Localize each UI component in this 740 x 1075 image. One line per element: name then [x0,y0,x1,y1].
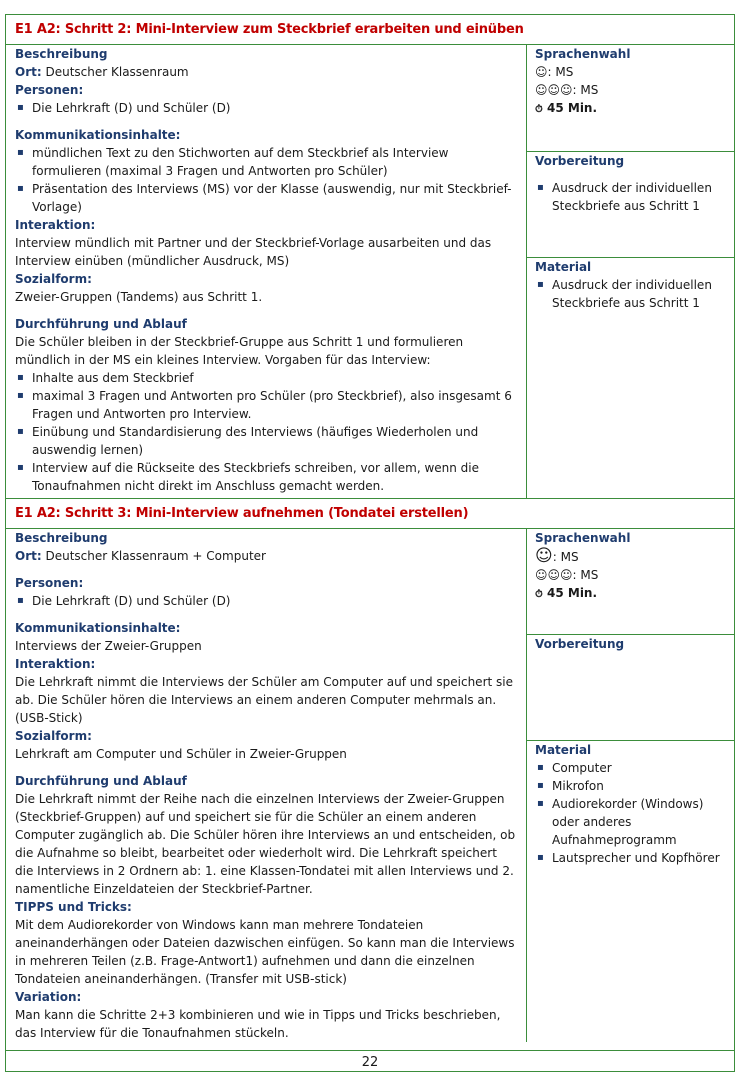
sprachenwahl-cell [527,529,734,635]
list-item: ▪ Audiorekorder (Windows) oder anderes Aufnahmeprogramm [535,795,726,849]
sprachen-2-text: : MS [572,83,599,97]
material-list [535,276,726,312]
personen-label: Personen: [15,576,84,590]
tipps-text: Mit dem Audiorekorder von Windows kann man mehrere Tondateien aneinanderhängen oder Dateien dazwischen einfügen. So kann man die Interviews in mehreren Teilen (z.B. Frage-Antwort1) aufnehmen und dann die einzelnen Tondateien aneinanderhängen. (Transfer mit USB-stick) [15,918,515,986]
smiley-icon: ☺ [535,65,548,79]
section-title: E1 A2: Schritt 2: Mini-Interview zum Steckbrief erarbeiten und einüben [6,15,734,45]
footer-rule [5,1050,735,1051]
list-item: ▪ Mikrofon [535,777,726,795]
ablauf-label: Durchführung und Ablauf [15,317,187,331]
vorbereitung-list [535,179,726,215]
ablauf-list [15,369,517,495]
smiley-icon: ☺ [535,546,553,566]
sozialform-text: Zweier-Gruppen (Tandems) aus Schritt 1. [15,290,263,304]
vorbereitung-cell [527,152,734,258]
sprachen-line-2 [535,566,726,584]
ort-line [15,547,517,565]
personen-label: Personen: [15,83,84,97]
ablauf-text: Die Schüler bleiben in der Steckbrief-Gruppe aus Schritt 1 und formulieren mündlich in der MS ein kleines Interview. Vorgaben für das Interview: [15,335,464,367]
sprachen-2-text: : MS [572,568,599,582]
ort-value: Deutscher Klassenraum + Computer [41,549,266,563]
smiley-icon: ☺☺☺ [535,83,573,97]
description-column [6,45,527,498]
time-value: 45 Min. [547,101,598,115]
sidebar-column [527,45,734,498]
sprachenwahl-cell [527,45,734,152]
personen-list [15,99,517,117]
time-value: 45 Min. [547,586,598,600]
sprachen-1-text: : MS [552,550,579,564]
ort-label: Ort: [15,549,42,563]
kommunikation-list [15,144,517,216]
material-cell [527,258,734,498]
sprachen-line-1 [535,547,726,566]
description-column [6,529,527,1042]
material-heading: Material [535,743,592,757]
sozialform-text: Lehrkraft am Computer und Schüler in Zweier-Gruppen [15,747,347,761]
list-item: ▪ Ausdruck der individuellen Steckbriefe aus Schritt 1 [535,276,726,312]
clock-icon: ⏱ [535,104,543,115]
list-item: ▪ Die Lehrkraft (D) und Schüler (D) [15,99,517,117]
list-item: ▪ Ausdruck der individuellen Steckbriefe aus Schritt 1 [535,179,726,215]
list-item: ▪ Die Lehrkraft (D) und Schüler (D) [15,592,517,610]
ort-label: Ort: [15,65,42,79]
list-item: ▪ Computer [535,759,726,777]
sprachen-line-2 [535,81,726,99]
list-item: ▪ mündlichen Text zu den Stichworten auf dem Steckbrief als Interview formulieren (maximal 3 Fragen und Antworten pro Schüler) [15,144,517,180]
sprachenwahl-heading: Sprachenwahl [535,531,631,545]
material-heading: Material [535,260,592,274]
variation-label: Variation: [15,990,82,1004]
time-line [535,99,726,119]
section-title: E1 A2: Schritt 3: Mini-Interview aufnehmen (Tondatei erstellen) [6,499,734,529]
sidebar-column [527,529,734,1042]
tipps-label: TIPPS und Tricks: [15,900,132,914]
kommunikation-label: Kommunikationsinhalte: [15,621,181,635]
time-line [535,584,726,604]
sprachenwahl-heading: Sprachenwahl [535,47,631,61]
ort-value: Deutscher Klassenraum [41,65,189,79]
ort-line [15,63,517,81]
kommunikation-label: Kommunikationsinhalte: [15,128,181,142]
interaktion-text: Die Lehrkraft nimmt die Interviews der Schüler am Computer auf und speichert sie ab. Die Schüler hören die Interviews an einem anderen Computer mehrmals an. (USB-Stick) [15,675,513,725]
clock-icon: ⏱ [535,589,543,600]
list-item: ▪ Interview auf die Rückseite des Steckbriefs schreiben, vor allem, wenn die Tonaufnahmen nicht direkt im Anschluss gemacht werden. [15,459,517,495]
smiley-icon: ☺☺☺ [535,568,573,582]
interaktion-label: Interaktion: [15,657,96,671]
sprachen-line-1 [535,63,726,81]
vorbereitung-cell [527,635,734,741]
interaktion-text: Interview mündlich mit Partner und der Steckbrief-Vorlage ausarbeiten und das Interview einüben (mündlicher Ausdruck, MS) [15,236,492,268]
interaktion-label: Interaktion: [15,218,96,232]
beschreibung-heading: Beschreibung [15,531,108,545]
vorbereitung-heading: Vorbereitung [535,154,625,168]
document-frame [5,14,735,1072]
variation-text: Man kann die Schritte 2+3 kombinieren und wie in Tipps und Tricks beschrieben, das Interview für die Tonaufnahmen stückeln. [15,1008,501,1040]
list-item: ▪ maximal 3 Fragen und Antworten pro Schüler (pro Steckbrief), also insgesamt 6 Fragen und Antworten pro Interview. [15,387,517,423]
list-item: ▪ Präsentation des Interviews (MS) vor der Klasse (auswendig, nur mit Steckbrief-Vorlage) [15,180,517,216]
kommunikation-text: Interviews der Zweier-Gruppen [15,639,202,653]
section-schritt-2 [6,15,734,498]
page-number: 22 [361,1055,379,1070]
ablauf-label: Durchführung und Ablauf [15,774,187,788]
sozialform-label: Sozialform: [15,729,92,743]
ablauf-text: Die Lehrkraft nimmt der Reihe nach die einzelnen Interviews der Zweier-Gruppen (Steckbrief-Gruppen) auf und speichert sie für die Schüler an einem anderen Computer zugänglich ab. Die Schüler hören ihre Interviews an und entscheiden, ob die Aufnahme so bleibt, bearbeitet oder wiederholt wird. Die Lehrkraft speichert die Interviews in 2 Ordnern ab: 1. eine Klassen-Tondatei mit allen Interviews und 2. namentliche Einzeldateien der Steckbrief-Partner. [15,792,516,896]
beschreibung-heading: Beschreibung [15,47,108,61]
sozialform-label: Sozialform: [15,272,92,286]
section-schritt-3 [6,498,734,1042]
list-item: ▪ Einübung und Standardisierung des Interviews (häufiges Wiederholen und auswendig lernen) [15,423,517,459]
material-list [535,759,726,867]
personen-list [15,592,517,610]
list-item: ▪ Lautsprecher und Kopfhörer [535,849,726,867]
sprachen-1-text: : MS [547,65,574,79]
vorbereitung-heading: Vorbereitung [535,637,625,651]
material-cell [527,741,734,1041]
list-item: ▪ Inhalte aus dem Steckbrief [15,369,517,387]
